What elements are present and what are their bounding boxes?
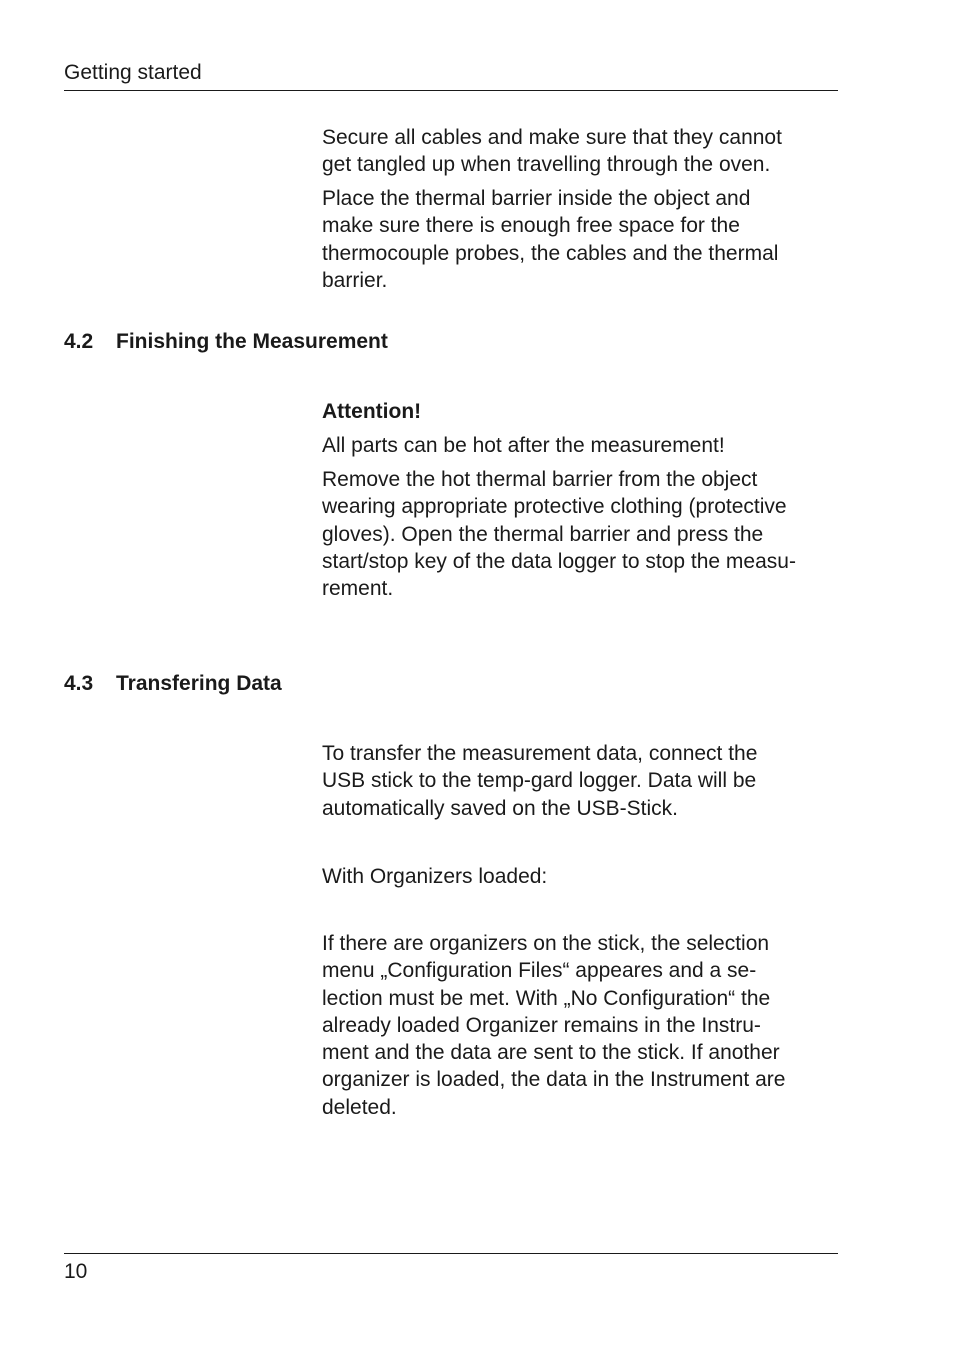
- section-number: 4.3: [64, 672, 94, 695]
- section-title: Transfering Data: [116, 672, 282, 695]
- paragraph-organizers-loaded: With Organizers loaded:: [322, 865, 548, 888]
- attention-label: Attention!: [322, 400, 422, 423]
- running-header: Getting started: [64, 61, 202, 84]
- section-heading-4-2: [64, 329, 388, 355]
- footer-rule: [64, 1253, 838, 1254]
- paragraph-transfer-data: To transfer the measurement data, connect the USB stick to the temp-gard logger. Data will be automatically saved on the USB-Stick.: [322, 742, 758, 820]
- header-rule: [64, 90, 838, 91]
- intro-paragraph-cables: Secure all cables and make sure that they cannot get tangled up when travelling through the oven.: [322, 126, 782, 177]
- page-number: 10: [64, 1260, 88, 1283]
- section-heading-4-3: [64, 671, 282, 697]
- section-number: 4.2: [64, 330, 94, 353]
- attention-paragraph-hot-parts: All parts can be hot after the measurement!: [322, 434, 725, 457]
- intro-paragraph-thermal-barrier: Place the thermal barrier inside the object and make sure there is enough free space for the thermocouple probes, the cables and the thermal barrier.: [322, 187, 779, 292]
- paragraph-remove-barrier: Remove the hot thermal barrier from the object wearing appropriate protective clothing (protective gloves). Open the thermal barrier and press the start/stop key of the data logger to stop the measu- rement.: [322, 468, 796, 601]
- section-title: Finishing the Measurement: [116, 330, 388, 353]
- paragraph-organizers-detail: If there are organizers on the stick, the selection menu „Configuration Files“ appeares and a se- lection must be met. With „No Configuration“ the already loaded Organizer remains in the Instru- ment and the data are sent to the stick. If another organizer is loaded, the data in the Instrument are deleted.: [322, 932, 786, 1119]
